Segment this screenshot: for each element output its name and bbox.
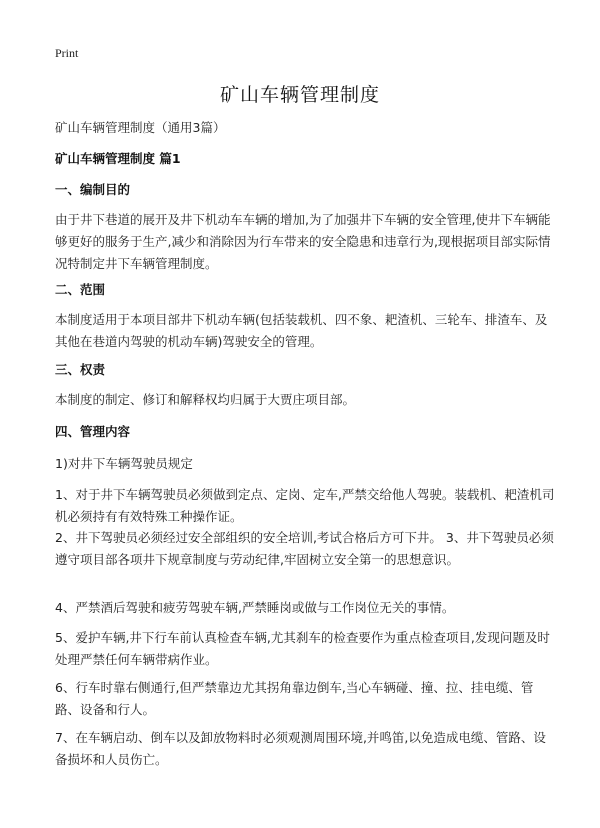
rule-item-4: 4、严禁酒后驾驶和疲劳驾驶车辆,严禁睡岗或做与工作岗位无关的事情。 xyxy=(55,600,455,615)
document-title: 矿山车辆管理制度 xyxy=(219,84,380,106)
rule-item-1: 1、对于井下车辆驾驶员必须做到定点、定岗、定车,严禁交给他人驾驶。装载机、耙渣机司机必须持有有效特殊工种操作证。 xyxy=(55,487,555,524)
rule-item-6: 6、行车时靠右侧通行,但严禁靠边尤其拐角靠边倒车,当心车辆碰、撞、拉、挂电缆、管路、设备和行人。 xyxy=(55,680,534,717)
section-heading-2: 二、范围 xyxy=(55,282,106,297)
print-label[interactable]: Print xyxy=(55,46,79,60)
section-heading-3: 三、权责 xyxy=(55,362,106,377)
rule-item-7: 7、在车辆启动、倒车以及卸放物料时必须观测周围环境,并鸣笛,以免造成电缆、管路、设备损坏和人员伤亡。 xyxy=(55,730,546,767)
rule-item-2: 2、井下驾驶员必须经过安全部组织的安全培训,考试合格后方可下井。 3、井下驾驶员必须遵守项目部各项井下规章制度与劳动纪律,牢固树立安全第一的思想意识。 xyxy=(55,530,554,567)
section-body-2: 本制度适用于本项目部井下机动车辆(包括装载机、四不象、耙渣机、三轮车、排渣车、及其他在巷道内驾驶的机动车辆)驾驶安全的管理。 xyxy=(55,312,548,349)
section-heading-1: 一、编制目的 xyxy=(55,182,131,197)
section-body-1: 由于井下巷道的展开及井下机动车车辆的增加,为了加强井下车辆的安全管理,使井下车辆能够更好的服务于生产,减少和消除因为行车带来的安全隐患和违章行为,现根据项目部实际情况特制定井下车辆管理制度。 xyxy=(55,212,551,271)
document-subtitle: 矿山车辆管理制度（通用3篇） xyxy=(55,120,226,135)
rule-item-5: 5、爱护车辆,井下行车前认真检查车辆,尤其刹车的检查要作为重点检查项目,发现问题及时处理严禁任何车辆带病作业。 xyxy=(55,630,550,667)
section-body-3: 本制度的制定、修订和解释权均归属于大贾庄项目部。 xyxy=(55,392,356,407)
sub-heading: 1)对井下车辆驾驶员规定 xyxy=(55,456,193,471)
section-heading-4: 四、管理内容 xyxy=(55,424,131,439)
part-title: 矿山车辆管理制度 篇1 xyxy=(55,151,181,166)
